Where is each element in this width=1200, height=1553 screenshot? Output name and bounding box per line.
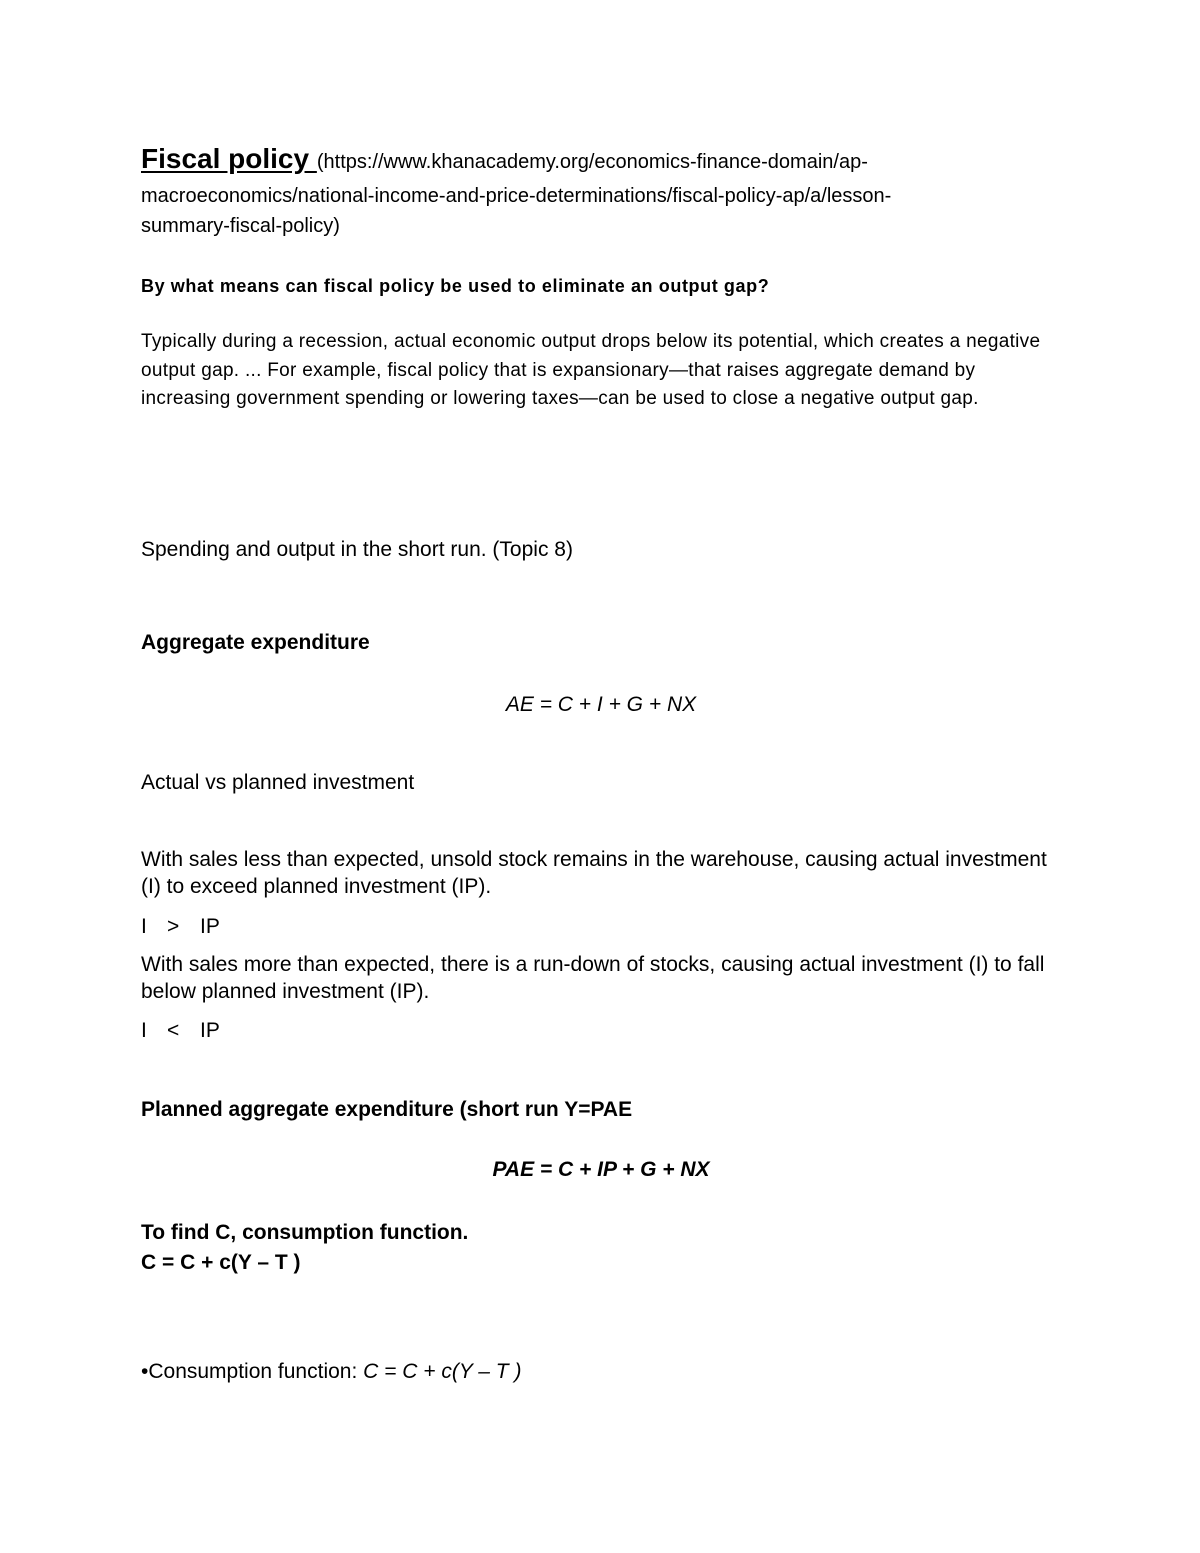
consumption-formula: C = C + c(Y – T ) — [363, 1360, 522, 1383]
question-heading: By what means can fiscal policy be used to eliminate an output gap? — [141, 276, 770, 296]
source-url-part-1[interactable]: (https://www.khanacademy.org/economics-finance-domain/ap- — [316, 151, 868, 173]
pae-formula: PAE = C + IP + G + NX — [492, 1158, 710, 1181]
source-url-part-3[interactable]: summary-fiscal-policy) — [141, 215, 340, 237]
inequality-left: I — [141, 915, 147, 938]
inequality-left: I — [141, 1019, 147, 1042]
answer-paragraph: Typically during a recession, actual economic output drops below its potential, which creates a negative output gap. ... For example, fiscal policy that is expansionary—that raises aggregate demand by increasing government spending or lowering taxes—can be used to close a negative output gap. — [141, 331, 1041, 409]
inequality-operator: > — [167, 915, 180, 938]
inequality-operator: < — [167, 1019, 180, 1042]
actual-vs-planned-line: Actual vs planned investment — [141, 771, 415, 794]
planned-aggregate-expenditure-heading: Planned aggregate expenditure (short run Y=PAE — [141, 1098, 633, 1121]
title-line — [141, 142, 1061, 179]
sales-less-paragraph: With sales less than expected, unsold stock remains in the warehouse, causing actual investment (I) to exceed planned investment (IP). — [141, 848, 1047, 898]
document-title: Fiscal policy — [141, 143, 317, 174]
source-url-part-2[interactable]: macroeconomics/national-income-and-price-determinations/fiscal-policy-ap/a/lesson- — [141, 185, 892, 207]
inequality-greater — [141, 912, 220, 942]
sales-more-paragraph: With sales more than expected, there is a run-down of stocks, causing actual investment (I) to fall below planned investment (IP). — [141, 953, 1045, 1003]
inequality-right: IP — [200, 1019, 220, 1042]
inequality-right: IP — [200, 915, 220, 938]
inequality-less — [141, 1016, 220, 1046]
ae-formula: AE = C + I + G + NX — [505, 693, 697, 716]
aggregate-expenditure-heading: Aggregate expenditure — [141, 631, 370, 654]
consumption-heading: To find C, consumption function. — [141, 1221, 469, 1244]
consumption-label: •Consumption function: — [141, 1360, 364, 1383]
consumption-function-line — [141, 1357, 1061, 1387]
topic-line: Spending and output in the short run. (Topic 8) — [141, 538, 573, 561]
consumption-formula-bold: C = C + c(Y – T ) — [141, 1251, 301, 1274]
